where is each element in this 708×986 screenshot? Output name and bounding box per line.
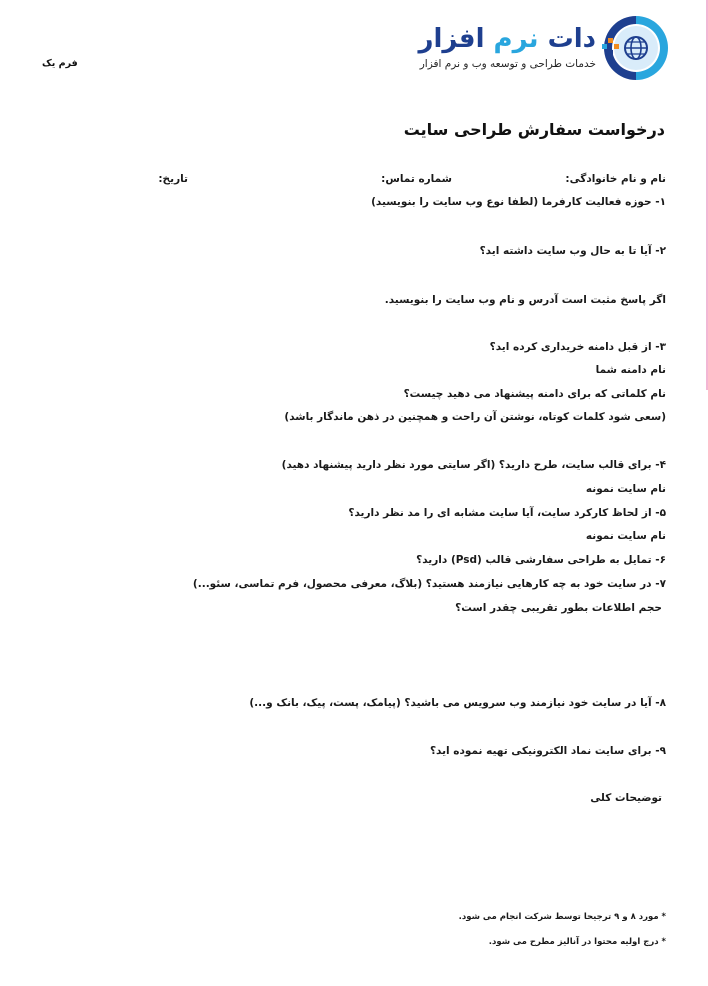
general-notes-heading: توضیحات کلی: [590, 792, 662, 804]
brand-tagline: خدمات طراحی و توسعه وب و نرم افزار: [419, 58, 596, 70]
question-3-suggested-words: نام کلماتی که برای دامنه پیشنهاد می دهید چیست؟: [403, 388, 666, 400]
footnote-2: * درج اولیه محتوا در آنالیز مطرح می شود.: [488, 937, 666, 947]
question-9: ۹- برای سایت نماد الکترونیکی تهیه نموده اید؟: [429, 745, 666, 757]
brand-part-narm: نرم: [493, 24, 539, 54]
question-5: ۵- از لحاظ کارکرد سایت، آیا سایت مشابه ای را مد نظر دارید؟: [348, 507, 666, 519]
field-phone: شماره تماس:: [381, 173, 452, 185]
company-logo-block: [380, 14, 670, 86]
question-4: ۴- برای قالب سایت، طرح دارید؟ (اگر سایتی مورد نظر دارید پیشنهاد دهید): [281, 459, 666, 471]
question-3: ۳- از قبل دامنه خریداری کرده اید؟: [489, 341, 666, 353]
question-6: ۶- تمایل به طراحی سفارشی قالب (Psd) دارید؟: [416, 554, 666, 566]
question-5-sample-site: نام سایت نمونه: [585, 530, 666, 542]
question-3-domain-name: نام دامنه شما: [595, 364, 666, 376]
field-date: تاریخ:: [158, 173, 188, 185]
question-2-followup: اگر پاسخ مثبت است آدرس و نام وب سایت را بنویسید.: [384, 294, 666, 306]
field-full-name: نام و نام خانوادگی:: [565, 173, 666, 185]
question-3-hint: (سعی شود کلمات کوتاه، نوشتن آن راحت و همچنین در ذهن ماندگار باشد): [284, 411, 666, 423]
question-8: ۸- آیا در سایت خود نیازمند وب سرویس می باشید؟ (پیامک، پست، پیک، بانک و...): [249, 697, 666, 709]
brand-name: [418, 24, 596, 54]
question-4-sample-site: نام سایت نمونه: [585, 483, 666, 495]
footnote-1: * مورد ۸ و ۹ ترجیحا توسط شرکت انجام می شود.: [458, 912, 666, 922]
question-1: ۱- حوزه فعالیت کارفرما (لطفا نوع وب سایت را بنویسید): [371, 196, 666, 208]
question-2: ۲- آیا تا به حال وب سایت داشته اید؟: [479, 245, 666, 257]
question-7-data-volume: حجم اطلاعات بطور تقریبی چقدر است؟: [455, 602, 662, 614]
page-title: درخواست سفارش طراحی سایت: [403, 120, 665, 139]
form-label: فرم یک: [42, 58, 78, 69]
brand-part-afzar: افزار: [418, 24, 485, 54]
question-7: ۷- در سایت خود به چه کارهایی نیازمند هستید؟ (بلاگ، معرفی محصول، فرم تماسی، سئو...): [192, 578, 666, 590]
globe-icon: [602, 14, 670, 82]
brand-part-dat: دات: [547, 24, 596, 54]
